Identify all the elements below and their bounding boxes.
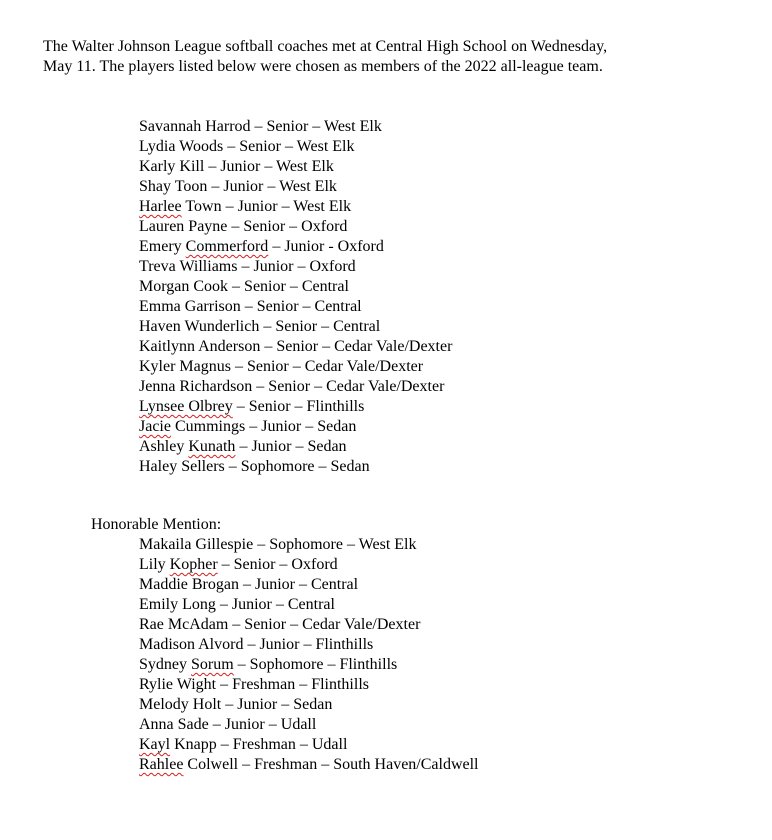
player-entry: Lauren Payne – Senior – Oxford <box>139 218 348 235</box>
spellcheck-flagged-word: Kunath <box>188 438 236 455</box>
spellcheck-flagged-word: Lynsee Olbrey <box>139 398 233 415</box>
player-entry: Kaitlynn Anderson – Senior – Cedar Vale/Dexter <box>139 338 453 355</box>
player-entry-text: – Junior - Oxford <box>268 238 384 255</box>
player-entry: Shay Toon – Junior – West Elk <box>139 178 337 195</box>
player-entry <box>139 197 699 217</box>
intro-line-1: The Walter Johnson League softball coaches met at Central High School on Wednesday, <box>43 38 608 55</box>
player-entry: Madison Alvord – Junior – Flinthills <box>139 636 374 653</box>
player-entry: Kyler Magnus – Senior – Cedar Vale/Dexter <box>139 358 424 375</box>
player-entry-text: Knapp – Freshman – Udall <box>170 736 348 753</box>
intro-paragraph <box>43 37 743 77</box>
player-entry-text: Lily <box>139 556 170 573</box>
player-entry-text: Ashley <box>139 438 189 455</box>
player-entry <box>139 555 699 575</box>
all-league-list <box>139 117 699 477</box>
player-entry-text: – Senior – Oxford <box>217 556 338 573</box>
spellcheck-flagged-word: Harlee <box>139 198 182 215</box>
player-entry <box>139 755 699 775</box>
player-entry: Haven Wunderlich – Senior – Central <box>139 318 381 335</box>
player-entry-text: Town – Junior – West Elk <box>181 198 352 215</box>
player-entry-text: Colwell – Freshman – South Haven/Caldwell <box>183 756 479 773</box>
player-entry-text: Emery <box>139 238 186 255</box>
player-entry: Makaila Gillespie – Sophomore – West Elk <box>139 536 417 553</box>
player-entry <box>139 735 699 755</box>
spellcheck-flagged-word: Jacie <box>139 418 171 435</box>
player-entry: Treva Williams – Junior – Oxford <box>139 258 356 275</box>
player-entry: Rylie Wight – Freshman – Flinthills <box>139 676 369 693</box>
player-entry: Melody Holt – Junior – Sedan <box>139 696 333 713</box>
spellcheck-flagged-word: Rahlee <box>139 756 184 773</box>
player-entry: Emma Garrison – Senior – Central <box>139 298 362 315</box>
player-entry <box>139 417 699 437</box>
player-entry <box>139 437 699 457</box>
player-entry-text: Sydney <box>139 656 191 673</box>
honorable-mention-heading: Honorable Mention: <box>91 516 222 533</box>
player-entry <box>139 397 699 417</box>
player-entry: Morgan Cook – Senior – Central <box>139 278 349 295</box>
honorable-mention-list <box>139 535 699 775</box>
player-entry: Anna Sade – Junior – Udall <box>139 716 317 733</box>
player-entry <box>139 655 699 675</box>
player-entry-text: – Senior – Flinthills <box>232 398 365 415</box>
player-entry: Savannah Harrod – Senior – West Elk <box>139 118 382 135</box>
spellcheck-flagged-word: Commerford <box>185 238 269 255</box>
player-entry: Maddie Brogan – Junior – Central <box>139 576 359 593</box>
player-entry-text: – Junior – Sedan <box>235 438 347 455</box>
player-entry-text: – Sophomore – Flinthills <box>233 656 398 673</box>
player-entry <box>139 237 699 257</box>
spellcheck-flagged-word: Kopher <box>169 556 218 573</box>
player-entry: Lydia Woods – Senior – West Elk <box>139 138 355 155</box>
player-entry: Karly Kill – Junior – West Elk <box>139 158 334 175</box>
spellcheck-flagged-word: Sorum <box>191 656 234 673</box>
spellcheck-flagged-word: Kayl <box>139 736 171 753</box>
intro-line-2: May 11. The players listed below were chosen as members of the 2022 all-league team. <box>43 58 603 75</box>
player-entry-text: Cummings – Junior – Sedan <box>170 418 357 435</box>
player-entry: Haley Sellers – Sophomore – Sedan <box>139 458 370 475</box>
player-entry: Jenna Richardson – Senior – Cedar Vale/Dexter <box>139 378 445 395</box>
player-entry: Rae McAdam – Senior – Cedar Vale/Dexter <box>139 616 421 633</box>
player-entry: Emily Long – Junior – Central <box>139 596 335 613</box>
